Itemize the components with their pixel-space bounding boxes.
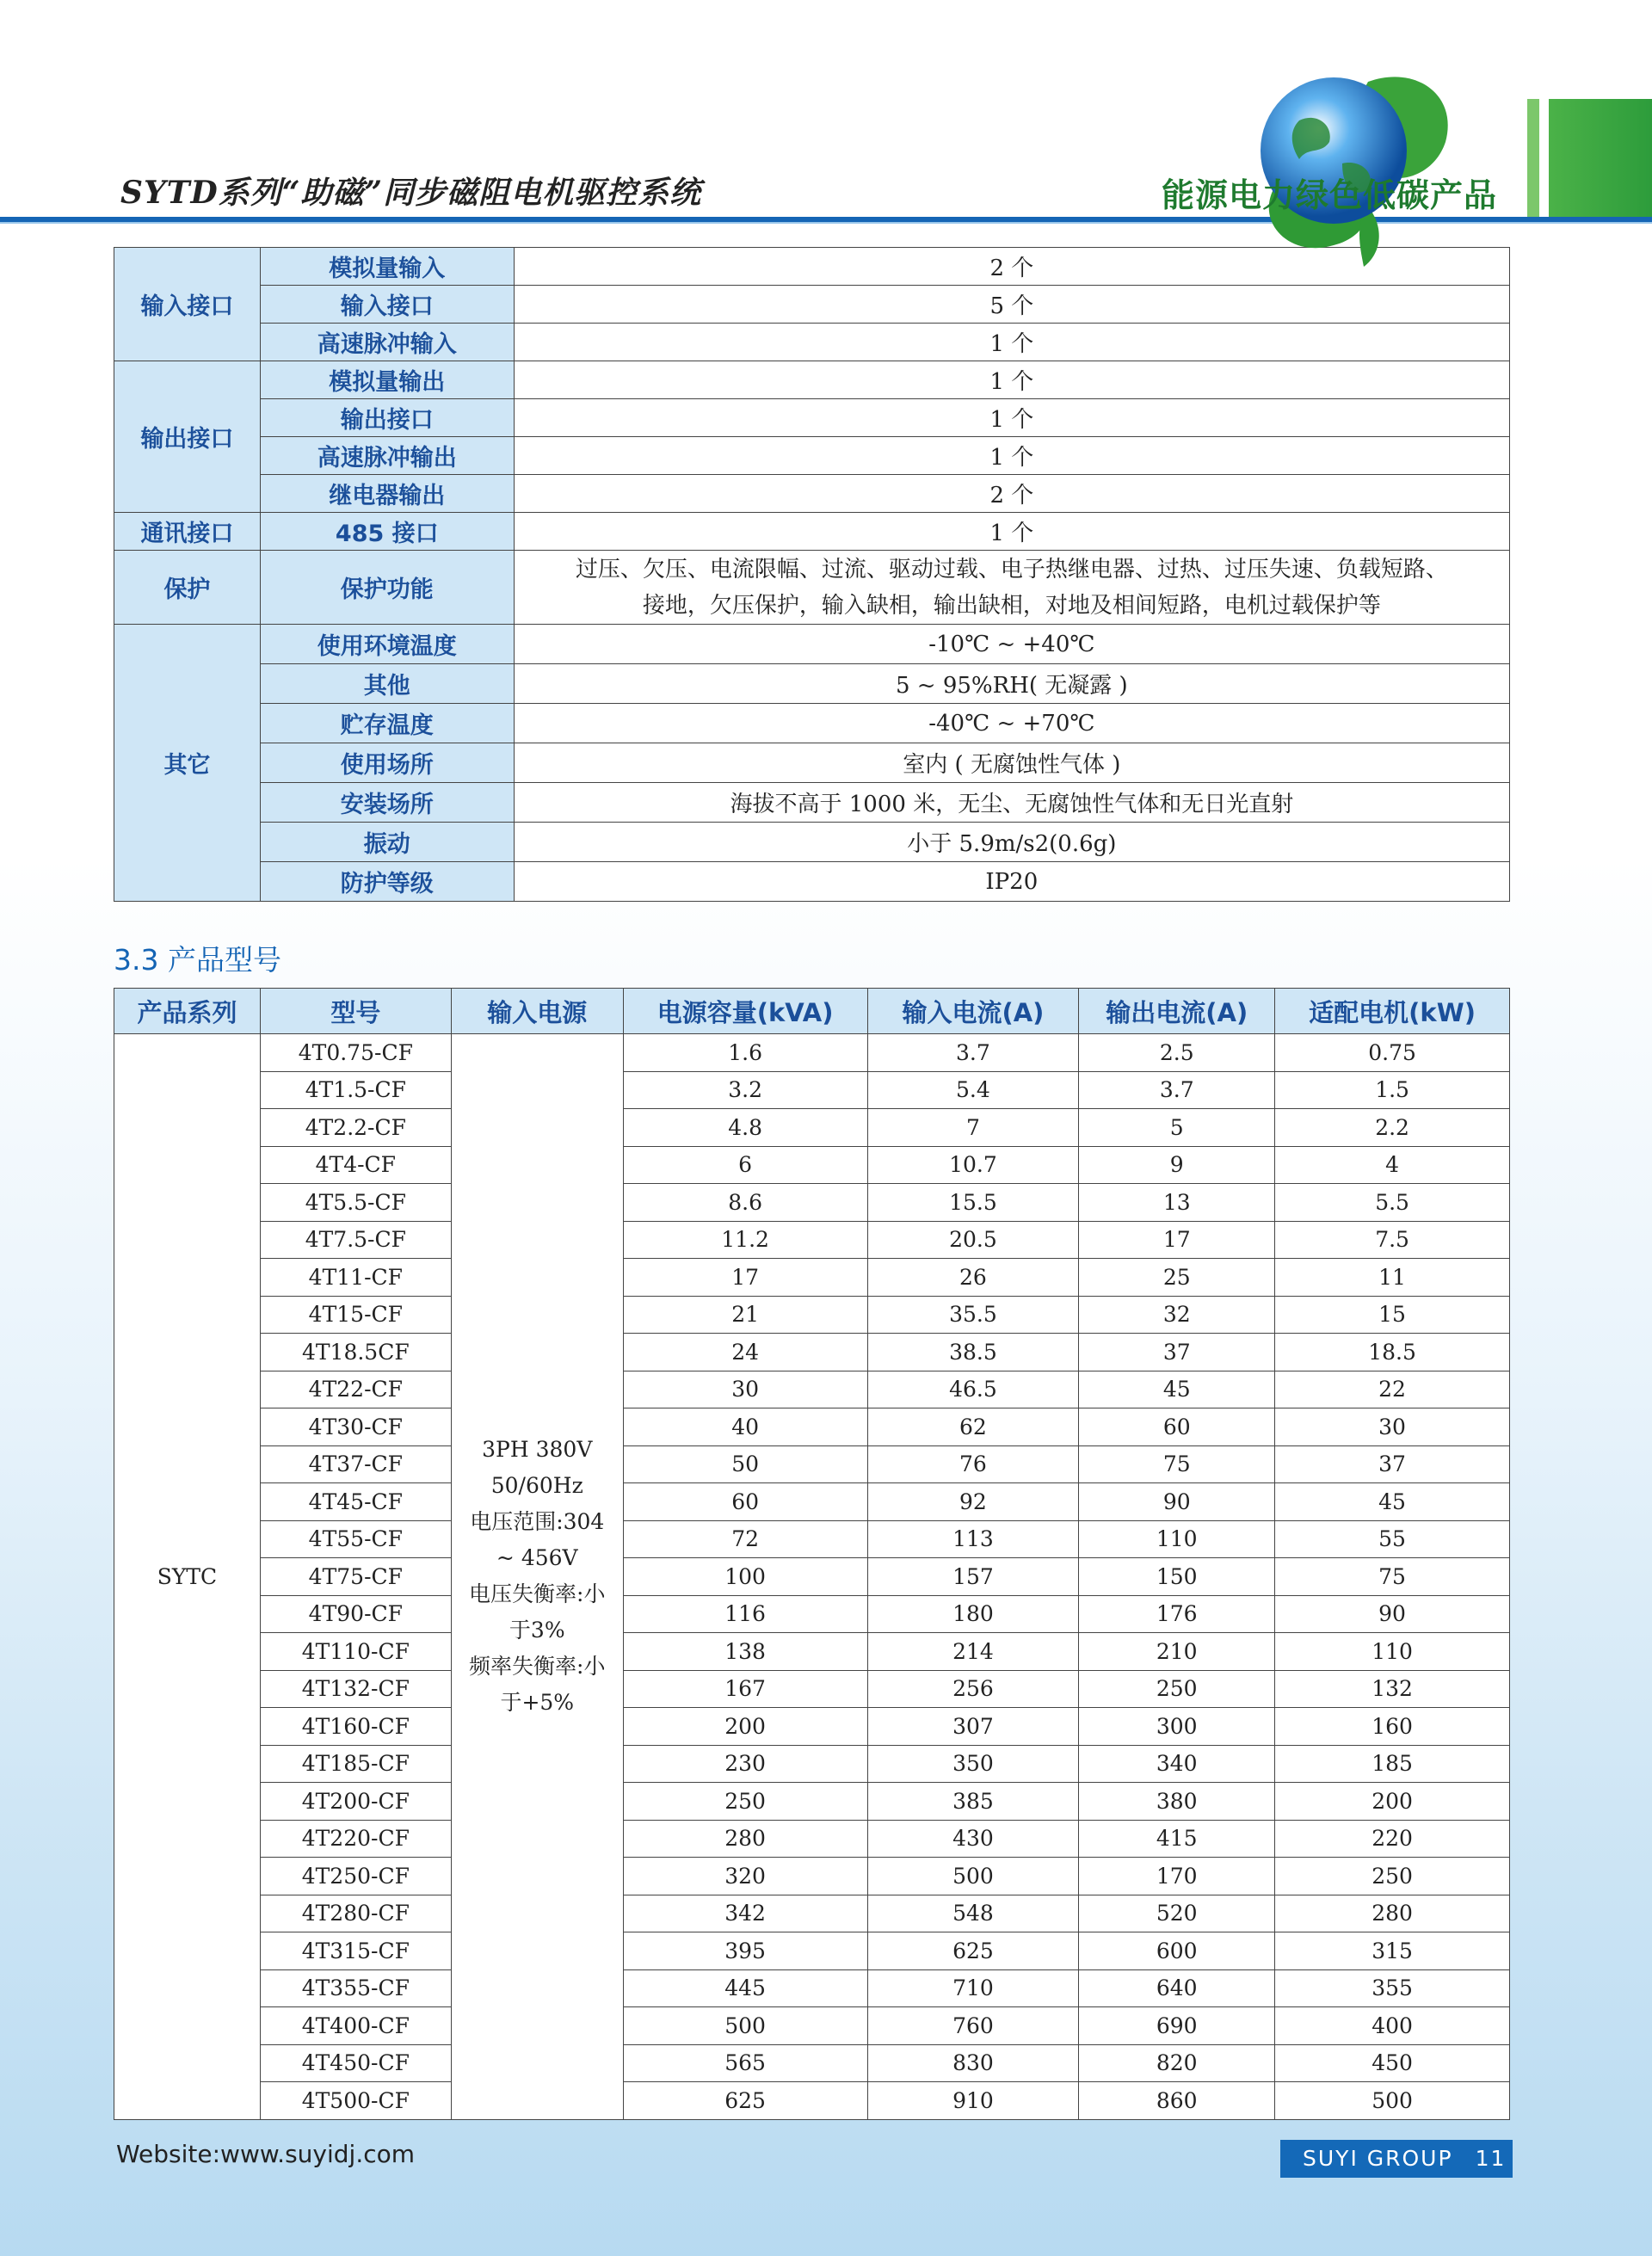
table-cell: 625	[867, 1932, 1079, 1970]
col-header: 适配电机(kW)	[1275, 989, 1510, 1034]
input-power-line: 50/60Hz	[490, 1473, 583, 1499]
table-cell: 4T15-CF	[260, 1296, 451, 1334]
table-cell: 4T45-CF	[260, 1483, 451, 1521]
page-title: SYTD系列“助磁”同步磁阻电机驱控系统	[120, 175, 702, 211]
table-cell: 46.5	[867, 1371, 1079, 1408]
spec-value: 5 ~ 95%RH( 无凝露 )	[514, 664, 1509, 704]
table-cell: 200	[1275, 1783, 1510, 1821]
table-cell: 26	[867, 1259, 1079, 1297]
table-row	[114, 1670, 1510, 1708]
table-cell: 4T0.75-CF	[260, 1034, 451, 1072]
table-cell: 5	[1079, 1109, 1275, 1147]
table-cell: 340	[1079, 1745, 1275, 1783]
table-cell: 355	[1275, 1969, 1510, 2007]
table-cell: 38.5	[867, 1334, 1079, 1371]
table-row	[114, 551, 1510, 625]
table-cell: 214	[867, 1633, 1079, 1671]
group-label: 输出接口	[114, 361, 261, 513]
page-number: 11	[1475, 2146, 1507, 2171]
table-cell: 250	[623, 1783, 867, 1821]
spec-item: 使用环境温度	[260, 625, 514, 664]
table-row	[114, 1633, 1510, 1671]
table-cell: 3.7	[1079, 1071, 1275, 1109]
table-row	[114, 1259, 1510, 1297]
table-row	[114, 1595, 1510, 1633]
table-row	[114, 1034, 1510, 1072]
spec-item: 防护等级	[260, 862, 514, 902]
table-row	[114, 286, 1510, 324]
table-cell: 75	[1275, 1558, 1510, 1596]
table-row	[114, 1708, 1510, 1746]
table-cell: 76	[867, 1445, 1079, 1483]
table-cell: 307	[867, 1708, 1079, 1746]
table-cell: 90	[1275, 1595, 1510, 1633]
table-cell: 230	[623, 1745, 867, 1783]
brand-name: SUYI GROUP	[1303, 2146, 1453, 2171]
table-cell: 8.6	[623, 1184, 867, 1222]
table-cell: 2.5	[1079, 1034, 1275, 1072]
table-cell: 22	[1275, 1371, 1510, 1408]
table-cell: 60	[1079, 1408, 1275, 1446]
table-cell: 15.5	[867, 1184, 1079, 1222]
table-row	[114, 1895, 1510, 1932]
table-cell: 385	[867, 1783, 1079, 1821]
table-row	[114, 1334, 1510, 1371]
table-cell: 72	[623, 1520, 867, 1558]
table-cell: 4T400-CF	[260, 2007, 451, 2045]
table-cell: 110	[1079, 1520, 1275, 1558]
table-cell: 450	[1275, 2044, 1510, 2082]
table-cell: 0.75	[1275, 1034, 1510, 1072]
table-cell: 7.5	[1275, 1221, 1510, 1259]
input-power-cell	[451, 1034, 623, 2120]
spec-item: 输出接口	[260, 399, 514, 437]
table-row	[114, 823, 1510, 862]
spec-item: 继电器输出	[260, 475, 514, 513]
spec-value: 小于 5.9m/s2(0.6g)	[514, 823, 1509, 862]
table-cell: 90	[1079, 1483, 1275, 1521]
col-header: 输出电流(A)	[1079, 989, 1275, 1034]
table-cell: 830	[867, 2044, 1079, 2082]
spec-value	[514, 551, 1509, 625]
table-cell: 4T37-CF	[260, 1445, 451, 1483]
table-cell: 62	[867, 1408, 1079, 1446]
table-cell: 4T7.5-CF	[260, 1221, 451, 1259]
spec-value: IP20	[514, 862, 1509, 902]
header-green-block	[1549, 99, 1652, 224]
group-label: 保护	[114, 551, 261, 625]
table-row	[114, 1858, 1510, 1895]
table-row	[114, 1109, 1510, 1147]
table-row	[114, 1146, 1510, 1184]
table-cell: 280	[623, 1820, 867, 1858]
table-row	[114, 324, 1510, 361]
spec-value: 室内 ( 无腐蚀性气体 )	[514, 743, 1509, 783]
group-label: 通讯接口	[114, 513, 261, 551]
table-cell: 4T200-CF	[260, 1783, 451, 1821]
spec-value: 1 个	[514, 324, 1509, 361]
table-row	[114, 1820, 1510, 1858]
table-cell: 160	[1275, 1708, 1510, 1746]
spec-item: 高速脉冲输入	[260, 324, 514, 361]
table-row	[114, 513, 1510, 551]
table-row	[114, 1221, 1510, 1259]
table-cell: 4T450-CF	[260, 2044, 451, 2082]
table-cell: 445	[623, 1969, 867, 2007]
table-row	[114, 1184, 1510, 1222]
header-accent-stripe	[1527, 99, 1539, 224]
table-cell: 5.5	[1275, 1184, 1510, 1222]
table-cell: 4T250-CF	[260, 1858, 451, 1895]
table-cell: 250	[1079, 1670, 1275, 1708]
table-row	[114, 2044, 1510, 2082]
table-cell: 4T160-CF	[260, 1708, 451, 1746]
spec-item: 使用场所	[260, 743, 514, 783]
table-cell: 315	[1275, 1932, 1510, 1970]
table-cell: 320	[623, 1858, 867, 1895]
slogan-text: 能源电力绿色低碳产品	[1162, 176, 1498, 214]
table-cell: 300	[1079, 1708, 1275, 1746]
spec-item: 485 接口	[260, 513, 514, 551]
table-cell: 75	[1079, 1445, 1275, 1483]
table-cell: 176	[1079, 1595, 1275, 1633]
table-row	[114, 862, 1510, 902]
spec-value: 1 个	[514, 513, 1509, 551]
table-cell: 415	[1079, 1820, 1275, 1858]
table-cell: 37	[1079, 1334, 1275, 1371]
table-row	[114, 1483, 1510, 1521]
table-cell: 256	[867, 1670, 1079, 1708]
col-header: 电源容量(kVA)	[623, 989, 867, 1034]
table-cell: 30	[623, 1371, 867, 1408]
spec-value: 1 个	[514, 399, 1509, 437]
table-cell: 910	[867, 2082, 1079, 2120]
spec-table	[114, 247, 1510, 902]
table-row	[114, 704, 1510, 743]
table-cell: 9	[1079, 1146, 1275, 1184]
table-row	[114, 1558, 1510, 1596]
table-row	[114, 783, 1510, 823]
table-row	[114, 1745, 1510, 1783]
table-cell: 100	[623, 1558, 867, 1596]
table-cell: 21	[623, 1296, 867, 1334]
table-cell: 860	[1079, 2082, 1275, 2120]
table-cell: 3.7	[867, 1034, 1079, 1072]
table-row	[114, 743, 1510, 783]
globe-leaf-logo	[1239, 60, 1463, 271]
spec-item: 模拟量输入	[260, 248, 514, 286]
spec-item: 贮存温度	[260, 704, 514, 743]
table-cell: 113	[867, 1520, 1079, 1558]
table-cell: 55	[1275, 1520, 1510, 1558]
table-cell: 32	[1079, 1296, 1275, 1334]
table-cell: 5.4	[867, 1071, 1079, 1109]
spec-value: 1 个	[514, 361, 1509, 399]
table-row	[114, 1520, 1510, 1558]
spec-item: 高速脉冲输出	[260, 437, 514, 475]
table-cell: 4T5.5-CF	[260, 1184, 451, 1222]
series-cell: SYTC	[114, 1034, 261, 2120]
table-cell: 11.2	[623, 1221, 867, 1259]
table-cell: 4T1.5-CF	[260, 1071, 451, 1109]
table-cell: 2.2	[1275, 1109, 1510, 1147]
table-cell: 548	[867, 1895, 1079, 1932]
table-cell: 60	[623, 1483, 867, 1521]
table-cell: 10.7	[867, 1146, 1079, 1184]
table-cell: 4T185-CF	[260, 1745, 451, 1783]
table-cell: 430	[867, 1820, 1079, 1858]
table-cell: 4T90-CF	[260, 1595, 451, 1633]
table-cell: 210	[1079, 1633, 1275, 1671]
table-row	[114, 437, 1510, 475]
table-cell: 110	[1275, 1633, 1510, 1671]
spec-value: -40℃ ~ +70℃	[514, 704, 1509, 743]
table-cell: 342	[623, 1895, 867, 1932]
table-cell: 565	[623, 2044, 867, 2082]
table-cell: 185	[1275, 1745, 1510, 1783]
table-cell: 25	[1079, 1259, 1275, 1297]
table-row	[114, 2082, 1510, 2120]
models-table	[114, 988, 1510, 2120]
spec-item: 模拟量输出	[260, 361, 514, 399]
table-row	[114, 399, 1510, 437]
table-cell: 17	[1079, 1221, 1275, 1259]
col-header: 输入电源	[451, 989, 623, 1034]
table-cell: 200	[623, 1708, 867, 1746]
table-cell: 500	[867, 1858, 1079, 1895]
table-cell: 4T22-CF	[260, 1371, 451, 1408]
table-cell: 92	[867, 1483, 1079, 1521]
input-power-line: 3PH 380V	[482, 1437, 593, 1463]
table-row	[114, 1445, 1510, 1483]
col-header: 输入电流(A)	[867, 989, 1079, 1034]
table-cell: 625	[623, 2082, 867, 2120]
table-cell: 4T355-CF	[260, 1969, 451, 2007]
spec-value: 1 个	[514, 437, 1509, 475]
table-cell: 4T315-CF	[260, 1932, 451, 1970]
col-header: 产品系列	[114, 989, 261, 1034]
spec-value: -10℃ ~ +40℃	[514, 625, 1509, 664]
table-cell: 3.2	[623, 1071, 867, 1109]
group-label: 其它	[114, 625, 261, 902]
table-cell: 250	[1275, 1858, 1510, 1895]
table-cell: 20.5	[867, 1221, 1079, 1259]
table-cell: 4T18.5CF	[260, 1334, 451, 1371]
table-cell: 400	[1275, 2007, 1510, 2045]
table-cell: 4	[1275, 1146, 1510, 1184]
table-cell: 280	[1275, 1895, 1510, 1932]
spec-value: 海拔不高于 1000 米，无尘、无腐蚀性气体和无日光直射	[514, 783, 1509, 823]
protection-line-1: 过压、欠压、电流限幅、过流、驱动过载、电子热继电器、过热、过压失速、负载短路、	[575, 556, 1448, 582]
input-power-line: 于+5%	[500, 1690, 575, 1716]
table-cell: 11	[1275, 1259, 1510, 1297]
table-cell: 13	[1079, 1184, 1275, 1222]
table-cell: 116	[623, 1595, 867, 1633]
table-cell: 45	[1275, 1483, 1510, 1521]
table-cell: 30	[1275, 1408, 1510, 1446]
table-cell: 4T75-CF	[260, 1558, 451, 1596]
table-cell: 7	[867, 1109, 1079, 1147]
input-power-line: ~ 456V	[496, 1545, 578, 1571]
table-cell: 157	[867, 1558, 1079, 1596]
table-header-row	[114, 989, 1510, 1034]
table-cell: 24	[623, 1334, 867, 1371]
table-cell: 4T55-CF	[260, 1520, 451, 1558]
table-cell: 45	[1079, 1371, 1275, 1408]
table-cell: 820	[1079, 2044, 1275, 2082]
table-cell: 4T280-CF	[260, 1895, 451, 1932]
table-row	[114, 361, 1510, 399]
table-cell: 4T110-CF	[260, 1633, 451, 1671]
spec-item: 输入接口	[260, 286, 514, 324]
table-cell: 640	[1079, 1969, 1275, 2007]
input-power-line: 于3%	[509, 1618, 565, 1643]
table-cell: 220	[1275, 1820, 1510, 1858]
protection-line-2: 接地，欠压保护，输入缺相，输出缺相，对地及相间短路，电机过载保护等	[642, 592, 1381, 619]
table-cell: 40	[623, 1408, 867, 1446]
table-cell: 37	[1275, 1445, 1510, 1483]
spec-item: 安装场所	[260, 783, 514, 823]
table-cell: 18.5	[1275, 1334, 1510, 1371]
table-row	[114, 1408, 1510, 1446]
table-cell: 350	[867, 1745, 1079, 1783]
table-cell: 132	[1275, 1670, 1510, 1708]
table-cell: 760	[867, 2007, 1079, 2045]
table-cell: 710	[867, 1969, 1079, 2007]
table-cell: 180	[867, 1595, 1079, 1633]
table-cell: 4.8	[623, 1109, 867, 1147]
spec-value: 2 个	[514, 475, 1509, 513]
spec-value: 2 个	[514, 248, 1509, 286]
table-cell: 1.5	[1275, 1071, 1510, 1109]
table-cell: 500	[623, 2007, 867, 2045]
table-cell: 150	[1079, 1558, 1275, 1596]
spec-value: 5 个	[514, 286, 1509, 324]
table-cell: 35.5	[867, 1296, 1079, 1334]
table-cell: 690	[1079, 2007, 1275, 2045]
table-row	[114, 625, 1510, 664]
table-cell: 4T11-CF	[260, 1259, 451, 1297]
table-cell: 600	[1079, 1932, 1275, 1970]
input-power-line: 电压失衡率:小	[469, 1581, 606, 1607]
table-row	[114, 2007, 1510, 2045]
table-cell: 4T132-CF	[260, 1670, 451, 1708]
table-cell: 17	[623, 1259, 867, 1297]
table-row	[114, 1371, 1510, 1408]
table-row	[114, 664, 1510, 704]
table-cell: 15	[1275, 1296, 1510, 1334]
table-row	[114, 1932, 1510, 1970]
table-cell: 1.6	[623, 1034, 867, 1072]
website-text: Website:www.suyidj.com	[116, 2140, 416, 2168]
input-power-line: 频率失衡率:小	[469, 1654, 606, 1680]
table-cell: 6	[623, 1146, 867, 1184]
spec-item: 保护功能	[260, 551, 514, 625]
table-row	[114, 1071, 1510, 1109]
table-row	[114, 475, 1510, 513]
col-header: 型号	[260, 989, 451, 1034]
table-row	[114, 1783, 1510, 1821]
section-title: 3.3 产品型号	[114, 943, 281, 977]
group-label: 输入接口	[114, 248, 261, 361]
table-cell: 4T220-CF	[260, 1820, 451, 1858]
table-cell: 380	[1079, 1783, 1275, 1821]
table-cell: 167	[623, 1670, 867, 1708]
table-cell: 50	[623, 1445, 867, 1483]
footer-brand-box	[1280, 2140, 1513, 2178]
table-cell: 395	[623, 1932, 867, 1970]
input-power-line: 电压范围:304	[470, 1509, 605, 1535]
table-cell: 4T500-CF	[260, 2082, 451, 2120]
table-cell: 4T4-CF	[260, 1146, 451, 1184]
table-cell: 4T30-CF	[260, 1408, 451, 1446]
table-cell: 138	[623, 1633, 867, 1671]
table-row	[114, 1296, 1510, 1334]
table-cell: 170	[1079, 1858, 1275, 1895]
table-cell: 4T2.2-CF	[260, 1109, 451, 1147]
table-cell: 520	[1079, 1895, 1275, 1932]
table-cell: 500	[1275, 2082, 1510, 2120]
spec-item: 其他	[260, 664, 514, 704]
spec-item: 振动	[260, 823, 514, 862]
table-row	[114, 1969, 1510, 2007]
